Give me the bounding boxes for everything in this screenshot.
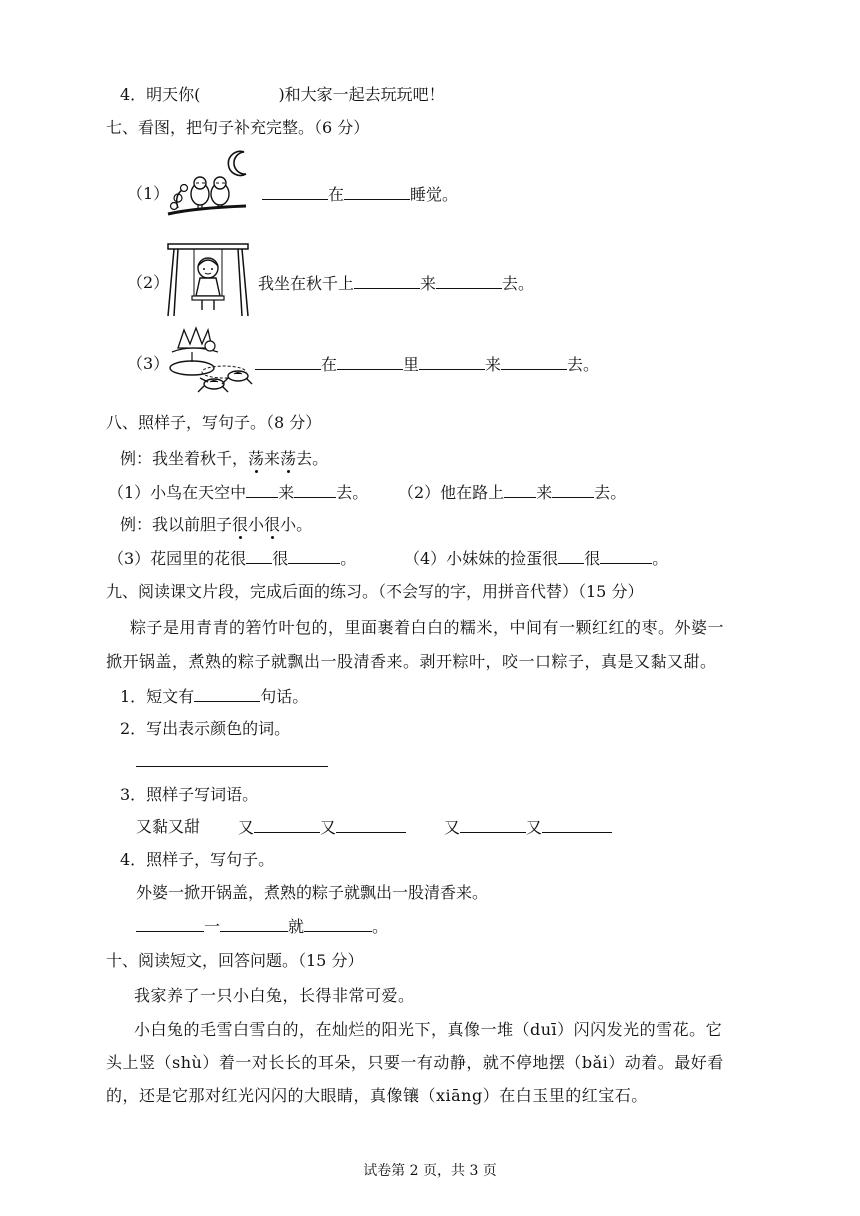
q9-q3-blank3[interactable] bbox=[460, 816, 526, 833]
q9-q3-you4: 又 bbox=[526, 818, 543, 837]
q7-title: 七、看图，把句子补充完整。（6 分） bbox=[106, 118, 370, 137]
q9-q4-blank3[interactable] bbox=[304, 915, 372, 932]
q10-passage-p2-line2: 头上竖（shù）着一对长长的耳朵，只要一有动静，就不停地摆（bǎi）动着。最好看 bbox=[106, 1053, 724, 1072]
q9-q3-blank4[interactable] bbox=[542, 816, 612, 833]
q7-item2-blank1[interactable] bbox=[354, 272, 420, 289]
q7-item1-text bbox=[262, 183, 458, 206]
q7-item3-text bbox=[255, 353, 599, 376]
q9-q3-answer1 bbox=[238, 816, 406, 839]
q9-q3-blank1[interactable] bbox=[254, 816, 320, 833]
q7-item2-w3: 去。 bbox=[502, 274, 535, 293]
q9-question3: 3．照样子写词语。 bbox=[120, 785, 259, 804]
q8-title: 八、照样子，写句子。（8 分） bbox=[106, 413, 322, 432]
q8-ex2-post: 小。 bbox=[280, 515, 313, 534]
q6-item4-post: )和大家一起去玩玩吧！ bbox=[278, 85, 445, 104]
q8-ex2-dot1: 很 bbox=[232, 515, 249, 534]
q8-ex1-dot1: 荡 bbox=[248, 449, 265, 468]
swing-girl-image bbox=[164, 240, 252, 318]
q8-s4-blank2[interactable] bbox=[600, 547, 652, 564]
q8-s3-b: 很 bbox=[272, 549, 289, 568]
q9-passage-line2: 掀开锅盖，煮熟的粽子就飘出一股清香来。剥开粽叶，咬一口粽子，真是又黏又甜。 bbox=[106, 652, 717, 671]
q7-item1 bbox=[127, 183, 169, 205]
q7-item2-text bbox=[258, 272, 534, 295]
q9-q1-blank[interactable] bbox=[194, 685, 260, 702]
q7-item1-blank2[interactable] bbox=[344, 183, 410, 200]
q7-item2 bbox=[127, 272, 169, 294]
q8-s4-blank1[interactable] bbox=[558, 547, 584, 564]
q8-ex1-mid: 来 bbox=[264, 449, 281, 468]
q7-item3-blank2[interactable] bbox=[337, 353, 403, 370]
q9-q3-you1: 又 bbox=[238, 818, 255, 837]
q8-ex2-pre: 例：我以前胆子 bbox=[120, 515, 233, 534]
q8-sentence3 bbox=[108, 547, 356, 570]
q7-item2-blank2[interactable] bbox=[436, 272, 502, 289]
q9-q4-yi: 一 bbox=[204, 917, 221, 936]
q7-item3 bbox=[127, 353, 169, 375]
q8-s2-blank1[interactable] bbox=[504, 481, 536, 498]
q8-ex1-post: 去。 bbox=[296, 449, 329, 468]
q9-q3-you3: 又 bbox=[444, 818, 461, 837]
q8-s4-b: 很 bbox=[584, 549, 601, 568]
q9-q4-blank1[interactable] bbox=[136, 915, 204, 932]
q8-s1-a: （1）小鸟在天空中 bbox=[108, 483, 247, 502]
q8-s3-c: 。 bbox=[340, 549, 357, 568]
q8-s3-blank2[interactable] bbox=[288, 547, 340, 564]
q7-item1-w1: 在 bbox=[328, 185, 345, 204]
q8-s1-c: 去。 bbox=[336, 483, 369, 502]
q7-item3-w4: 去。 bbox=[567, 355, 600, 374]
q7-item3-w3: 来 bbox=[485, 355, 502, 374]
q7-item3-blank3[interactable] bbox=[419, 353, 485, 370]
q6-item4 bbox=[120, 84, 445, 106]
q7-item3-num: （3） bbox=[127, 354, 170, 373]
q7-item2-w1: 我坐在秋千上 bbox=[258, 274, 355, 293]
lotus-frogs-image bbox=[162, 324, 254, 400]
q7-item3-blank4[interactable] bbox=[501, 353, 567, 370]
q9-q4-jiu: 就 bbox=[288, 917, 305, 936]
q8-example2 bbox=[120, 514, 312, 536]
q8-s4-c: 。 bbox=[652, 549, 669, 568]
q9-q3ex: 又黏又甜 bbox=[136, 817, 201, 836]
q8-s1-blank1[interactable] bbox=[246, 481, 278, 498]
q7-item2-w2: 来 bbox=[420, 274, 437, 293]
q8-sentence1 bbox=[108, 481, 368, 504]
q8-s3-blank1[interactable] bbox=[246, 547, 272, 564]
q9-q4-example: 外婆一掀开锅盖，煮熟的粽子就飘出一股清香来。 bbox=[136, 883, 489, 902]
q7-item2-num: （2） bbox=[127, 273, 170, 292]
q8-ex1-dot2: 荡 bbox=[280, 449, 297, 468]
q8-s4-a: （4）小妹妹的捡蛋很 bbox=[404, 549, 559, 568]
q9-question4: 4．照样子，写句子。 bbox=[120, 850, 275, 869]
q6-item4-pre: 4．明天你( bbox=[120, 85, 201, 104]
q9-question2: 2．写出表示颜色的词。 bbox=[120, 719, 291, 738]
q7-item1-w2: 睡觉。 bbox=[410, 185, 459, 204]
q8-sentence4 bbox=[404, 547, 668, 570]
q10-passage-p2-line1: 小白兔的毛雪白雪白的，在灿烂的阳光下，真像一堆（duī）闪闪发光的雪花。它 bbox=[134, 1020, 723, 1039]
q9-q1-post: 句话。 bbox=[260, 687, 309, 706]
page-footer: 试卷第 2 页，共 3 页 bbox=[363, 1163, 497, 1179]
q7-item3-w1: 在 bbox=[321, 355, 338, 374]
q8-s2-blank2[interactable] bbox=[552, 481, 594, 498]
q9-q3-blank2[interactable] bbox=[336, 816, 406, 833]
q9-q3-you2: 又 bbox=[320, 818, 337, 837]
q8-s2-b: 来 bbox=[536, 483, 553, 502]
q9-q3-answer2 bbox=[444, 816, 612, 839]
q8-s3-a: （3）花园里的花很 bbox=[108, 549, 247, 568]
q7-item3-w2: 里 bbox=[403, 355, 420, 374]
q9-title: 九、阅读课文片段，完成后面的练习。（不会写的字，用拼音代替）（15 分） bbox=[106, 582, 644, 601]
q7-item3-blank1[interactable] bbox=[255, 353, 321, 370]
q9-q3-example bbox=[136, 816, 200, 838]
q7-item1-blank1[interactable] bbox=[262, 183, 328, 200]
q9-q1-pre: 1．短文有 bbox=[120, 687, 195, 706]
q8-example1 bbox=[120, 448, 328, 470]
q10-passage-p1: 我家养了一只小白兔，长得非常可爱。 bbox=[134, 986, 415, 1005]
q10-title: 十、阅读短文，回答问题。（15 分） bbox=[106, 951, 364, 970]
q7-item1-num: （1） bbox=[127, 184, 170, 203]
q8-ex1-pre: 例：我坐着秋千， bbox=[120, 449, 249, 468]
q9-passage-line1: 粽子是用青青的箬竹叶包的，里面裹着白白的糯米，中间有一颗红红的枣。外婆一 bbox=[130, 618, 725, 637]
q8-sentence2 bbox=[398, 481, 626, 504]
q9-question1 bbox=[120, 685, 308, 708]
q9-q4-end: 。 bbox=[372, 917, 389, 936]
q9-q2-answer-line[interactable] bbox=[136, 766, 328, 767]
sleeping-birds-moon-image bbox=[164, 148, 250, 220]
q8-s2-a: （2）他在路上 bbox=[398, 483, 505, 502]
q8-ex2-dot2: 很 bbox=[264, 515, 281, 534]
q8-ex2-mid: 小 bbox=[248, 515, 265, 534]
q10-passage-p2-line3: 的，还是它那对红光闪闪的大眼睛，真像镶（xiāng）在白玉里的红宝石。 bbox=[106, 1086, 648, 1105]
q8-s2-c: 去。 bbox=[594, 483, 627, 502]
q8-s1-b: 来 bbox=[278, 483, 295, 502]
q9-q4-answer bbox=[136, 915, 388, 938]
q8-s1-blank2[interactable] bbox=[294, 481, 336, 498]
q9-q4-blank2[interactable] bbox=[220, 915, 288, 932]
